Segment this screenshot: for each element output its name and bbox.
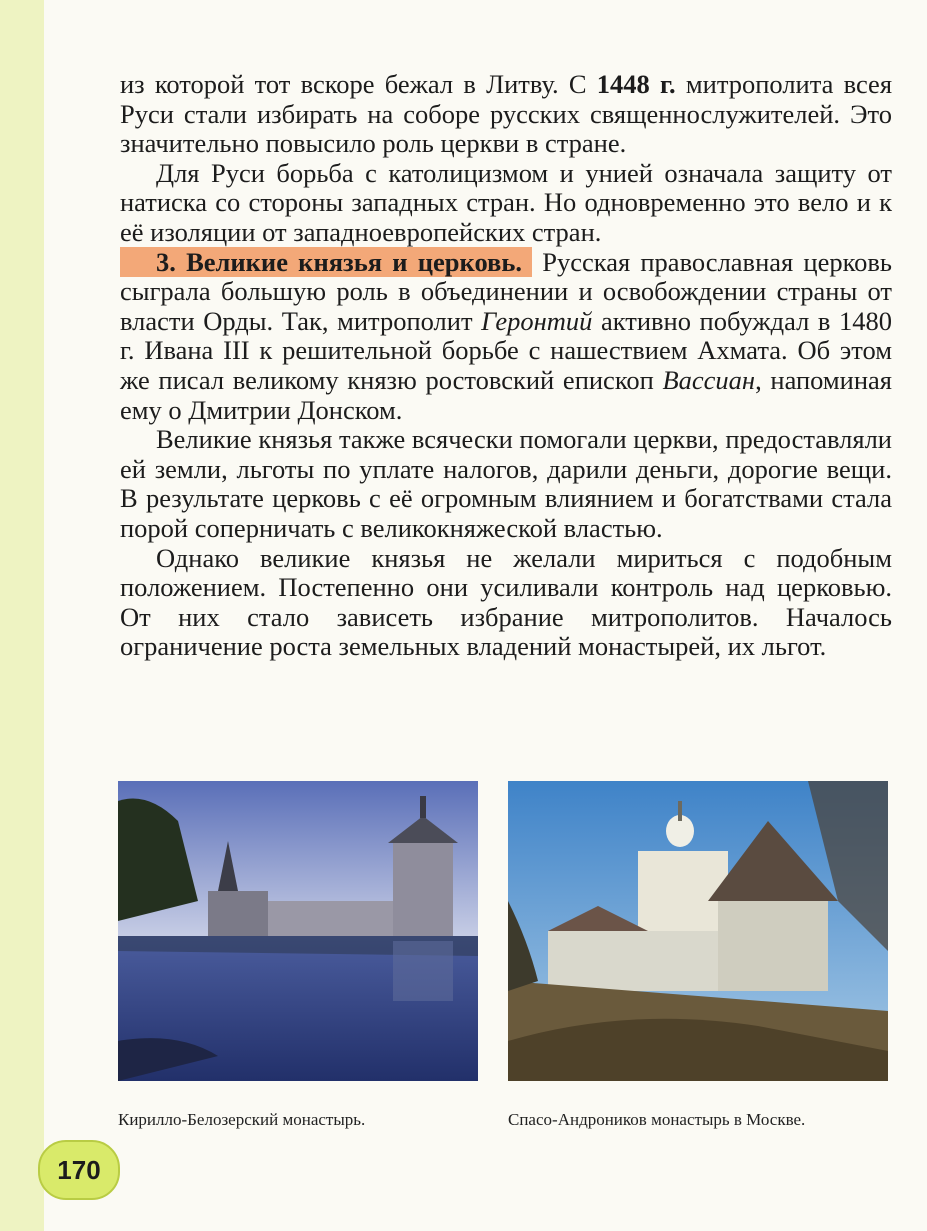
section-title: 3. Великие князья и церковь. bbox=[120, 247, 532, 277]
paragraph-1: из которой тот вскоре бежал в Литву. С 1448 г. митрополита всея Руси стали избирать на соборе русских священнослужителей. Это значительно повысило роль церкви в стране. bbox=[120, 69, 893, 159]
caption-photo-1: Кирилло-Белозерский монастырь. bbox=[118, 1110, 366, 1129]
text-body bbox=[120, 70, 892, 662]
name-gerontiy: Геронтий bbox=[481, 305, 593, 336]
paragraph-5: Однако великие князья не желали мириться с подобным положением. Постепенно они усиливали контроль над церковью. От них стало зависеть избрание митрополитов. Началось ограничение роста земельных владений монастырей, их льгот. bbox=[120, 542, 892, 662]
paragraph-4: Великие князья также всячески помогали церкви, предоставляли ей земли, льготы по уплате налогов, дарили деньги, дорогие вещи. В результате церковь с её огромным влиянием и богатствами стала порой соперничать с великокняжеской властью. bbox=[120, 424, 892, 543]
page-margin-strip bbox=[0, 0, 44, 1231]
photo-spaso-andronikov-monastery bbox=[508, 781, 888, 1081]
paragraph-2: Для Руси борьба с католицизмом и унией означала защиту от натиска со стороны западных стран. Но одновременно это вело и к её изоляции от западноевропейских стран. bbox=[120, 157, 892, 247]
paragraph-3: 3. Великие князья и церковь. Русская православная церковь сыграла большую роль в объединении и освобождении страны от власти Орды. Так, митрополит Геронтий активно побуждал в 1480 г. Ивана III к решительной борьбе с нашествием Ахмата. Об этом же писал великому князю ростовский епископ Вассиан, напоминая ему о Дмитрии Донском. bbox=[120, 246, 893, 425]
page-number-badge: 170 bbox=[38, 1140, 120, 1200]
photo-kirillo-belozersky-monastery bbox=[118, 781, 478, 1081]
year-1448: 1448 г. bbox=[596, 69, 676, 99]
name-vassian: Вассиан bbox=[662, 364, 756, 395]
caption-photo-2: Спасо-Андроников монастырь в Москве. bbox=[508, 1110, 806, 1129]
